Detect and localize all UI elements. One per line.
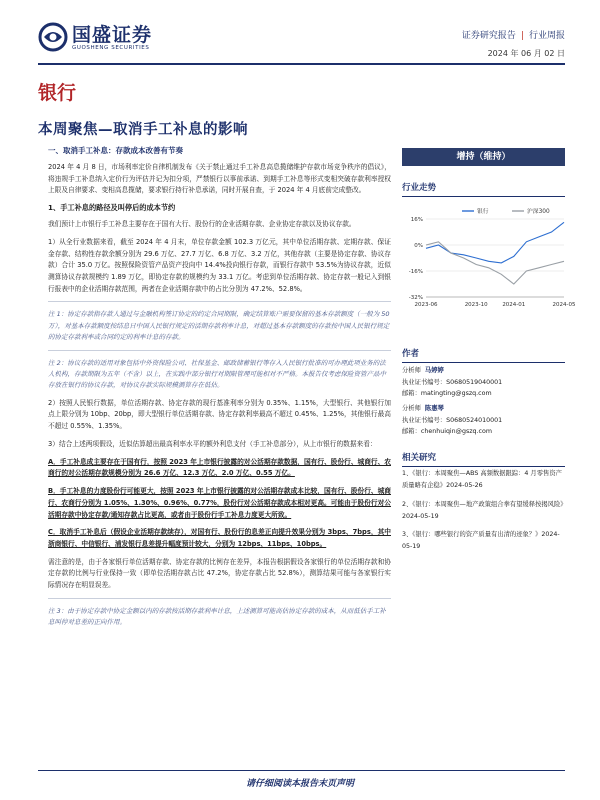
paragraph-estimate: 我们预计上市银行手工补息主要存在于国有大行、股份行的企业活期存款、企业协定存款以及协议存款。 (48, 220, 356, 229)
author-role: 分析师 (402, 405, 421, 412)
note-1: 注 1：协定存款指存款人通过与金融机构签订协定的约定合同期限，确定结算账户需要保留的基本存款额度（一般为 50 万），对基本存款额度按结息日中国人民银行规定的活期存款利率计息，对超过基本存款额度的存款按中国人民银行规定的协定存款利率或合同约定的利率计息的存款。 (48, 301, 391, 342)
report-headline: 本周聚焦—取消手工补息的影响 (38, 122, 248, 138)
report-category: 行业周报 (528, 31, 565, 41)
report-header (0, 0, 600, 70)
paragraph-data-2: 2）按照人民银行数据，单位活期存款、协定存款的现行基准利率分别为 0.35%、1.15%，大型银行、其他银行加点上限分别为 10bp、20bp，即大型银行单位活期存款、协定存款利率最高不超过 0.45%、1.25%，其他银行最高不超过 0.55%、1.35%。 (48, 398, 391, 431)
point-b: B．手工补息的力度股份行可能更大，按照 2023 年上市银行披露的对公活期存款成本比较，国有行、股份行、城商行、农商行分别为 1.05%、1.30%、0.96%、0.77%，股份行对公活期存款成本相对更高。可能由于股份行对公活期存款中协定存款/通知存款占比更高，或者由于股份行手工补息力度更大所致。 (48, 487, 391, 519)
paragraph-caveat: 需注意的是，由于各家银行单位活期存款、协定存款的比例存在差异，本报告根据假设各家银行的单位活期存款和协定存款的比例与行业保持一致（即单位活期存款占比 47.2%，协定存款占比 52.8%），测算结果可能与各家银行实际情况存在明显误差。 (48, 557, 391, 590)
point-c: C．取消手工补息后（假设企业活期存款续存），对国有行、股份行的息差正向提升效果分别为 3bps、7bps，其中浙商银行、中信银行、浦发银行息差提升幅度预计较大，分别为 12bps、11bps、10bps。 (48, 528, 391, 548)
trend-title: 行业走势 (402, 181, 565, 197)
note-3: 注 3：由于协定存款中协定金额以内的存款按活期存款利率计息，上述测算可能高估协定存款的成本，从而低估手工补息叫停对息差的正向作用。 (48, 598, 391, 628)
subsection-title: 1、手工补息的路径及叫停后的成本节约 (48, 203, 176, 213)
author-1 (402, 365, 565, 400)
trend-chart (400, 205, 576, 320)
y-tick-label: 0% (414, 243, 423, 249)
x-tick-label: 2024-01 (502, 302, 526, 308)
report-date: 2024 年 06 月 02 日 (487, 49, 565, 58)
related-list (402, 468, 565, 560)
industry-title: 银行 (38, 82, 77, 104)
y-tick-label: -16% (408, 269, 423, 275)
sidebar (402, 148, 565, 166)
series-line-0 (426, 222, 564, 263)
legend-label: 银行 (477, 209, 489, 215)
header-separator: | (520, 31, 524, 41)
footer-disclaimer: 请仔细阅读本报告末页声明 (245, 779, 354, 789)
related-item[interactable]: 3、《银行：哪些银行的资产质量有出清的迹象？》2024-05-19 (402, 531, 560, 551)
author-email[interactable]: 邮箱：chenhuiqin@gszq.com (402, 428, 493, 436)
author-role: 分析师 (402, 367, 421, 374)
x-tick-label: 2023-10 (464, 302, 488, 308)
related-item[interactable]: 2、《银行：本周聚焦—地产政策组合拳有望缓释按揭风险》2024-05-19 (402, 500, 564, 520)
company-logo (38, 20, 178, 60)
report-type-line (462, 28, 565, 41)
rating-badge: 增持（维持） (402, 148, 565, 166)
logo-mark-icon (38, 22, 68, 52)
legend-label: 沪深300 (527, 209, 550, 215)
y-tick-label: -32% (408, 295, 423, 301)
logo-text-en: GUOSHENG SECURITIES (72, 45, 150, 51)
paragraph-data-1: 1）从全行业数据来看，截至 2024 年 4 月末，单位存款金额 102.3 万亿元，其中单位活期存款、定期存款、保证金存款、结构性存款余额分别为 29.6 万亿、27.7 万亿、6.8 万亿、3.2 万亿，其他存款（主要是协定存款、协议存款）合计 35.0 万亿。按照保险资管产品资产投向中 14.4%投向银行存款，而银行存款中 53.5%为协议存款，近似测算协议存款规模约 1.89 万亿，即协定存款的规模约为 33.1 万亿。考虑到单位活期存款、协定存款一般记入到银行报表中的企业活期存款范围，两者在企业活期存款中的占比分别为 47.2%、52.8%。 (48, 237, 391, 293)
header-divider (38, 63, 565, 65)
author-title: 作者 (402, 347, 565, 363)
logo-text-cn: 国盛证券 (72, 24, 153, 46)
paragraph-intro: 2024 年 4 月 8 日，市场利率定价自律机制发布《关于禁止通过手工补息高息揽储维护存款市场竞争秩序的倡议》，将违规手工补息纳入定价行为评估并记为扣分项，严禁银行以事前承诺、到期手工补息等形式变相突破存款利率授权上限及自律要求、变相高息揽储，要求银行持行补息承诺，同时开展自查，于 2024 年 4 月底前完成整改。 (48, 163, 391, 195)
author-name: 马婷婷 (424, 367, 444, 374)
section-title: 一、取消手工补息：存款成本改善有节奏 (48, 146, 183, 155)
related-title: 相关研究 (402, 451, 565, 467)
point-a: A．手工补息成主要存在于国有行，按照 2023 年上市银行披露的对公活期存款数据，国有行、股份行、城商行、农商行的对公活期存款规模分别为 26.6 万亿、12.3 万亿、2.0 万亿、0.55 万亿。 (48, 457, 391, 478)
author-email[interactable]: 邮箱：matingting@gszq.com (402, 390, 492, 398)
report-type: 证券研究报告 (461, 31, 516, 41)
author-cert: 执业证书编号：S0680524010001 (402, 416, 503, 424)
y-tick-label: 16% (410, 217, 423, 223)
x-tick-label: 2023-06 (414, 302, 438, 308)
author-name: 陈惠琴 (424, 405, 444, 412)
footer-divider (38, 770, 565, 771)
author-2 (402, 403, 565, 438)
paragraph-data-3: 3）结合上述两项假设，近似估算超出最高利率水平的额外利息支付（手工补息部分），从上市银行的数据来看： (48, 439, 377, 448)
related-item[interactable]: 1、《银行：本周聚焦—ABS 高频数据跟踪：4 月零售资产质量略有企稳》2024-05-26 (402, 470, 562, 490)
main-content (48, 145, 391, 635)
x-tick-label: 2024-05 (552, 302, 576, 308)
note-2: 注 2：协议存款的适用对象包括中外资保险公司、社保基金、邮政储蓄银行等存入人民银行批准的可办理此项业务的法人机构，存款期限为五年（不含）以上，在实践中部分银行对期限管理可能相对不严格。本报告仅考虑保险资管产品中存放在银行的协议存款，对协议存款实际规模测算存在低估。 (48, 350, 391, 391)
author-cert: 执业证书编号：S0680519040001 (402, 378, 503, 386)
series-line-1 (426, 242, 564, 284)
